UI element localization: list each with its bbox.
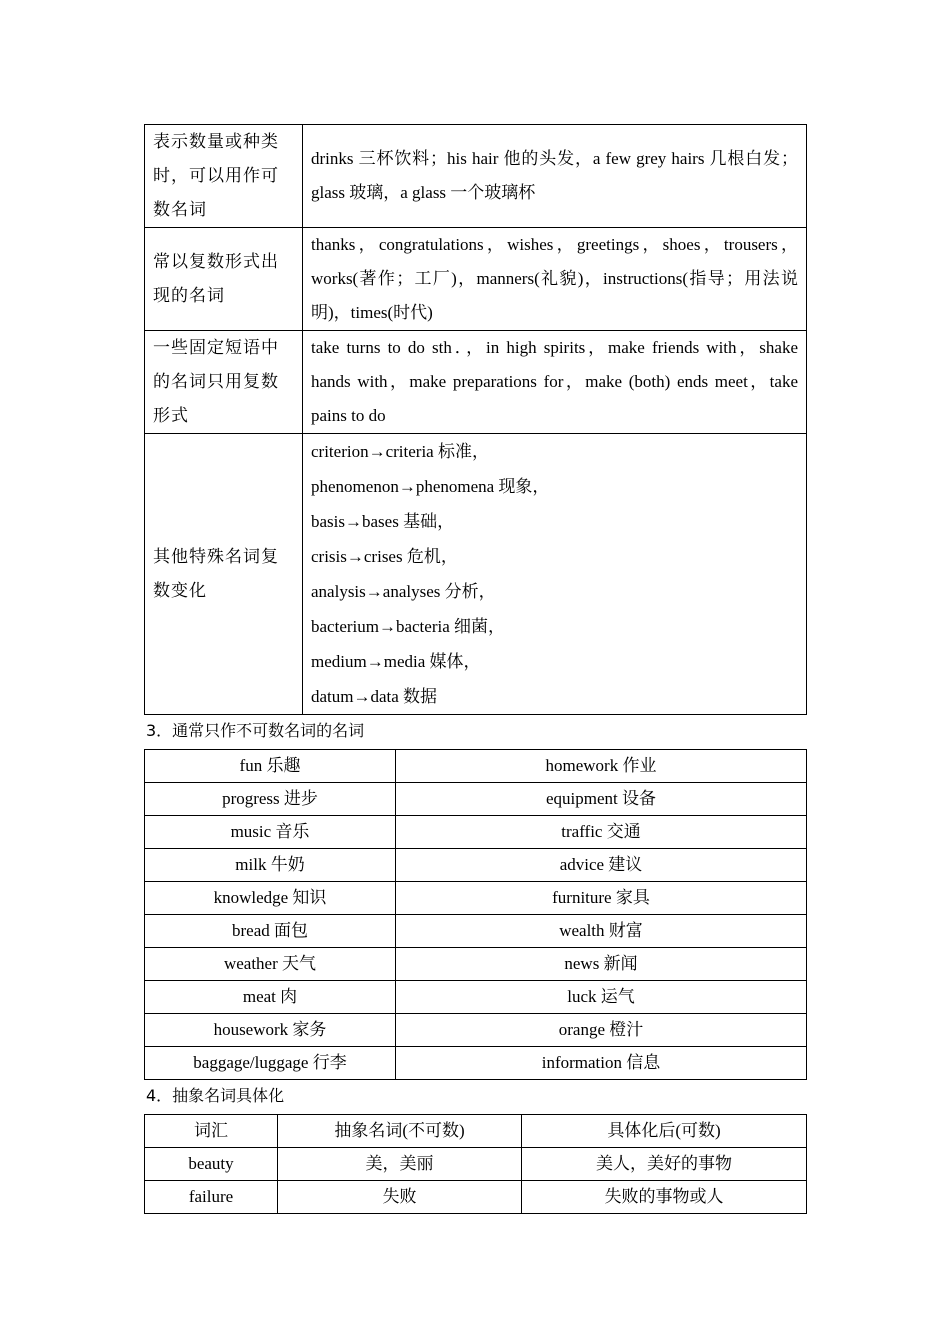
list-item: bacterium→bacteria 细菌， bbox=[311, 617, 506, 636]
table-row bbox=[145, 228, 807, 331]
table-row bbox=[145, 125, 807, 228]
column-header: 具体化后(可数) bbox=[522, 1115, 807, 1148]
table-cell: 美人，美好的事物 bbox=[522, 1148, 807, 1181]
table-row bbox=[145, 915, 807, 948]
table-cell: beauty bbox=[145, 1148, 278, 1181]
table-cell: orange 橙汁 bbox=[396, 1014, 807, 1047]
table-cell: meat 肉 bbox=[145, 981, 396, 1014]
category-cell: 一些固定短语中的名词只用复数形式 bbox=[145, 331, 303, 434]
list-item: crisis→crises 危机， bbox=[311, 547, 458, 566]
table-cell: failure bbox=[145, 1181, 278, 1214]
column-header: 抽象名词(不可数) bbox=[278, 1115, 522, 1148]
content-cell: take turns to do sth．，in high spirits，make friends with，shake hands with，make preparations for，make (both) ends meet，take pains to do bbox=[303, 331, 807, 434]
content-cell: thanks，congratulations，wishes，greetings，shoes，trousers，works(著作；工厂)，manners(礼貌)，instructions(指导；用法说明)，times(时代) bbox=[303, 228, 807, 331]
content-cell bbox=[303, 434, 807, 715]
table-row bbox=[145, 816, 807, 849]
table-row bbox=[145, 882, 807, 915]
table-row bbox=[145, 750, 807, 783]
table-row bbox=[145, 1148, 807, 1181]
abstract-nouns-table bbox=[144, 1114, 807, 1214]
table-row bbox=[145, 1047, 807, 1080]
category-cell: 常以复数形式出现的名词 bbox=[145, 228, 303, 331]
table-row bbox=[145, 1181, 807, 1214]
uncountable-nouns-table bbox=[144, 749, 807, 1080]
table-row bbox=[145, 948, 807, 981]
table-cell: wealth 财富 bbox=[396, 915, 807, 948]
document-page bbox=[144, 124, 807, 1214]
table-cell: music 音乐 bbox=[145, 816, 396, 849]
table-row bbox=[145, 331, 807, 434]
table-cell: 美，美丽 bbox=[278, 1148, 522, 1181]
list-item: medium→media 媒体， bbox=[311, 652, 481, 671]
list-item: phenomenon→phenomena 现象， bbox=[311, 477, 550, 496]
column-header: 词汇 bbox=[145, 1115, 278, 1148]
table-cell: milk 牛奶 bbox=[145, 849, 396, 882]
table-row bbox=[145, 849, 807, 882]
table-header-row bbox=[145, 1115, 807, 1148]
table-cell: fun 乐趣 bbox=[145, 750, 396, 783]
table-row bbox=[145, 1014, 807, 1047]
table-cell: knowledge 知识 bbox=[145, 882, 396, 915]
list-item: analysis→analyses 分析， bbox=[311, 582, 496, 601]
content-cell: drinks 三杯饮料；his hair 他的头发，a few grey hairs 几根白发；glass 玻璃，a glass 一个玻璃杯 bbox=[303, 125, 807, 228]
section-3-heading: 3．通常只作不可数名词的名词 bbox=[146, 721, 365, 740]
table-cell: furniture 家具 bbox=[396, 882, 807, 915]
table-row bbox=[145, 981, 807, 1014]
table-cell: news 新闻 bbox=[396, 948, 807, 981]
table-cell: 失败的事物或人 bbox=[522, 1181, 807, 1214]
table-cell: equipment 设备 bbox=[396, 783, 807, 816]
category-cell: 表示数量或种类时，可以用作可数名词 bbox=[145, 125, 303, 228]
section-4-heading: 4．抽象名词具体化 bbox=[146, 1086, 285, 1105]
table-cell: housework 家务 bbox=[145, 1014, 396, 1047]
table-row bbox=[145, 434, 807, 715]
category-cell: 其他特殊名词复数变化 bbox=[145, 434, 303, 715]
table-cell: bread 面包 bbox=[145, 915, 396, 948]
table-cell: advice 建议 bbox=[396, 849, 807, 882]
table-cell: progress 进步 bbox=[145, 783, 396, 816]
table-cell: 失败 bbox=[278, 1181, 522, 1214]
list-item: datum→data 数据 bbox=[311, 687, 438, 706]
table-cell: information 信息 bbox=[396, 1047, 807, 1080]
plural-nouns-table bbox=[144, 124, 807, 715]
list-item: criterion→criteria 标准， bbox=[311, 442, 489, 461]
table-cell: weather 天气 bbox=[145, 948, 396, 981]
table-cell: baggage/luggage 行李 bbox=[145, 1047, 396, 1080]
list-item: basis→bases 基础， bbox=[311, 512, 455, 531]
table-cell: homework 作业 bbox=[396, 750, 807, 783]
table-row bbox=[145, 783, 807, 816]
table-cell: luck 运气 bbox=[396, 981, 807, 1014]
table-cell: traffic 交通 bbox=[396, 816, 807, 849]
